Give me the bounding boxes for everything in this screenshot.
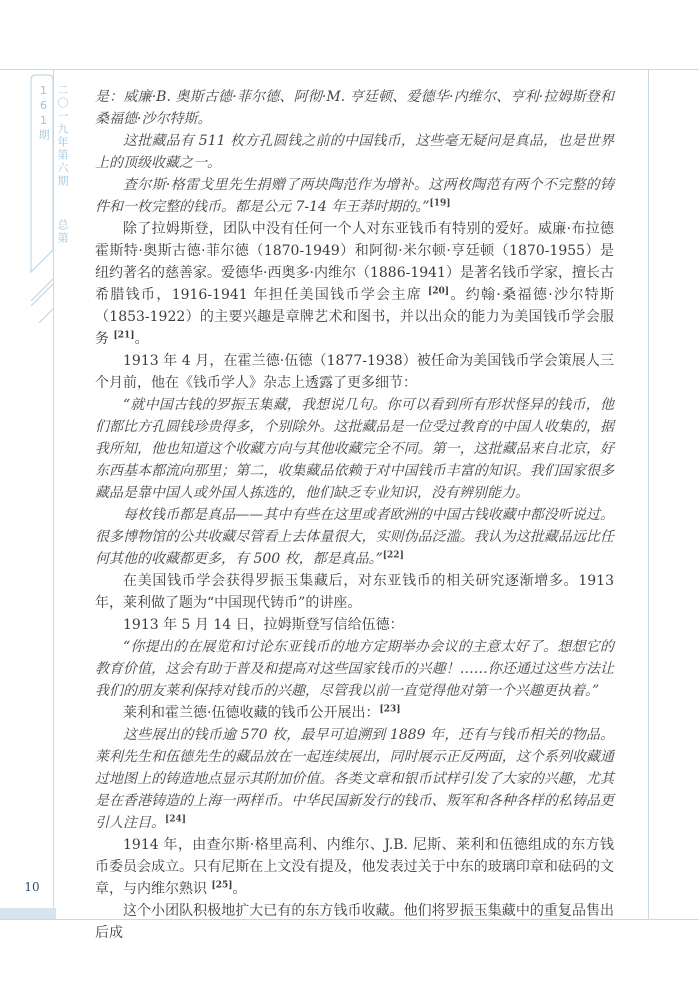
footnote-ref: [24]: [165, 814, 187, 825]
issue-year-label: 二〇一九年第六期: [56, 84, 69, 188]
paragraph: “就中国古钱的罗振玉集藏，我想说几句。你可以看到所有形状怪异的钱币，他们都比方孔圆钱珍贵得多，个别除外。这批藏品是一位受过教育的中国人收集的，据我所知，他也知道这个收藏方向与其他收藏完全不同。第一，这批藏品来自北京，好东西基本都流向那里；第二，收集藏品依赖于对中国钱币丰富的知识。我们国家很多藏品是靠中国人或外国人拣选的，他们缺乏专业知识，没有辨别能力。: [95, 397, 614, 501]
paragraph: “你提出的在展览和讨论东亚钱币的地方定期举办会议的主意太好了。想想它的教育价值，这会有助于普及和提高对这些国家钱币的兴趣！……你还通过这些方法让我们的朋友莱利保持对钱币的兴趣，尽管我以前一直觉得他对第一个兴趣更执着。”: [95, 639, 614, 699]
page-number: 10: [24, 880, 40, 894]
footnote-ref: [23]: [379, 704, 401, 715]
top-rule: [0, 69, 699, 70]
footnote-ref: [25]: [211, 880, 233, 891]
paragraph: 1913 年 4 月，在霍兰德·伍德（1877-1938）被任命为美国钱币学会策展人三个月前，他在《钱币学人》杂志上透露了更多细节：: [95, 353, 614, 391]
paragraph: 除了拉姆斯登，团队中没有任何一个人对东亚钱币有特别的爱好。威廉·布拉德霍斯特·奥斯古德·菲尔德（1870-1949）和阿彻·米尔顿·亨廷顿（1870-1955）是纽约著名的慈善家。爱德华·西奥多·内维尔（1886-1941）是著名钱币学家，擅长古希腊钱币，1916-1941 年担任美国钱币学会主席 [20]。约翰·桑福德·沙尔特斯（1853-1922）的主要兴趣是章牌艺术和图书，并以出众的能力为美国钱币学会服务 [21]。: [95, 221, 614, 347]
footnote-ref: [19]: [429, 198, 451, 209]
issue-number-label: 总第161期: [37, 84, 69, 245]
issue-tab-label: [34, 84, 72, 256]
paragraph: 1913 年 5 月 14 日，拉姆斯登写信给伍德：: [123, 617, 404, 633]
footnote-ref: [22]: [382, 550, 404, 561]
paragraph: 这个小团队积极地扩大已有的东方钱币收藏。他们将罗振玉集藏中的重复品售出后成: [95, 903, 614, 941]
footnote-ref: [20]: [427, 286, 450, 297]
paragraph: 1914 年，由查尔斯·格里高利、内维尔、J.B. 尼斯、莱利和伍德组成的东方钱币委员会成立。只有尼斯在上文没有提及，他发表过关于中东的玻璃印章和砝码的文章，与内维尔熟识 [25]。: [95, 837, 614, 897]
footnote-ref: [21]: [113, 330, 135, 341]
paragraph: 每枚钱币都是真品——其中有些在这里或者欧洲的中国古钱收藏中都没听说过。很多博物馆的公共收藏尽管看上去体量很大，实则伪品泛滥。我认为这批藏品远比任何其他的收藏都更多，有 500 枚，都是真品。”[22]: [95, 507, 614, 567]
paragraph: 这些展出的钱币逾 570 枚，最早可追溯到 1889 年，还有与钱币相关的物品。莱利先生和伍德先生的藏品放在一起连续展出，同时展示正反两面，这个系列收藏通过地图上的铸造地点显示其附加价值。各类文章和银币试样引发了大家的兴趣，尤其是在香港铸造的上海一两样币。中华民国新发行的钱币、叛军和各种各样的私铸品更引人注目。[24]: [95, 727, 614, 831]
diagonal-hatch-icon: [31, 309, 53, 323]
paragraph: 这批藏品有 511 枚方孔圆钱之前的中国钱币，这些毫无疑问是真品，也是世界上的顶级收藏之一。: [95, 133, 614, 171]
paragraph: 莱利和霍兰德·伍德收藏的钱币公开展出：[23]: [123, 704, 401, 721]
diagonal-hatch-icon: [31, 284, 53, 306]
footer-band: [0, 908, 56, 919]
paragraph: 查尔斯·格雷戈里先生捐赠了两块陶范作为增补。这两枚陶范有两个不完整的铸件和一枚完整的钱币。都是公元 7-14 年王莽时期的。”[19]: [95, 177, 614, 215]
diagonal-hatch-icon: [31, 279, 53, 301]
paragraph: 是：威廉·B. 奥斯古德·菲尔德、阿彻·M. 亨廷顿、爱德华·内维尔、亨利·拉姆斯登和桑福德·沙尔特斯。: [95, 89, 614, 127]
right-rule: [648, 69, 649, 919]
body-text-column: [95, 86, 614, 944]
paragraph: 在美国钱币学会获得罗振玉集藏后，对东亚钱币的相关研究逐渐增多。1913 年，莱利做了题为“中国现代铸币”的讲座。: [95, 573, 614, 611]
